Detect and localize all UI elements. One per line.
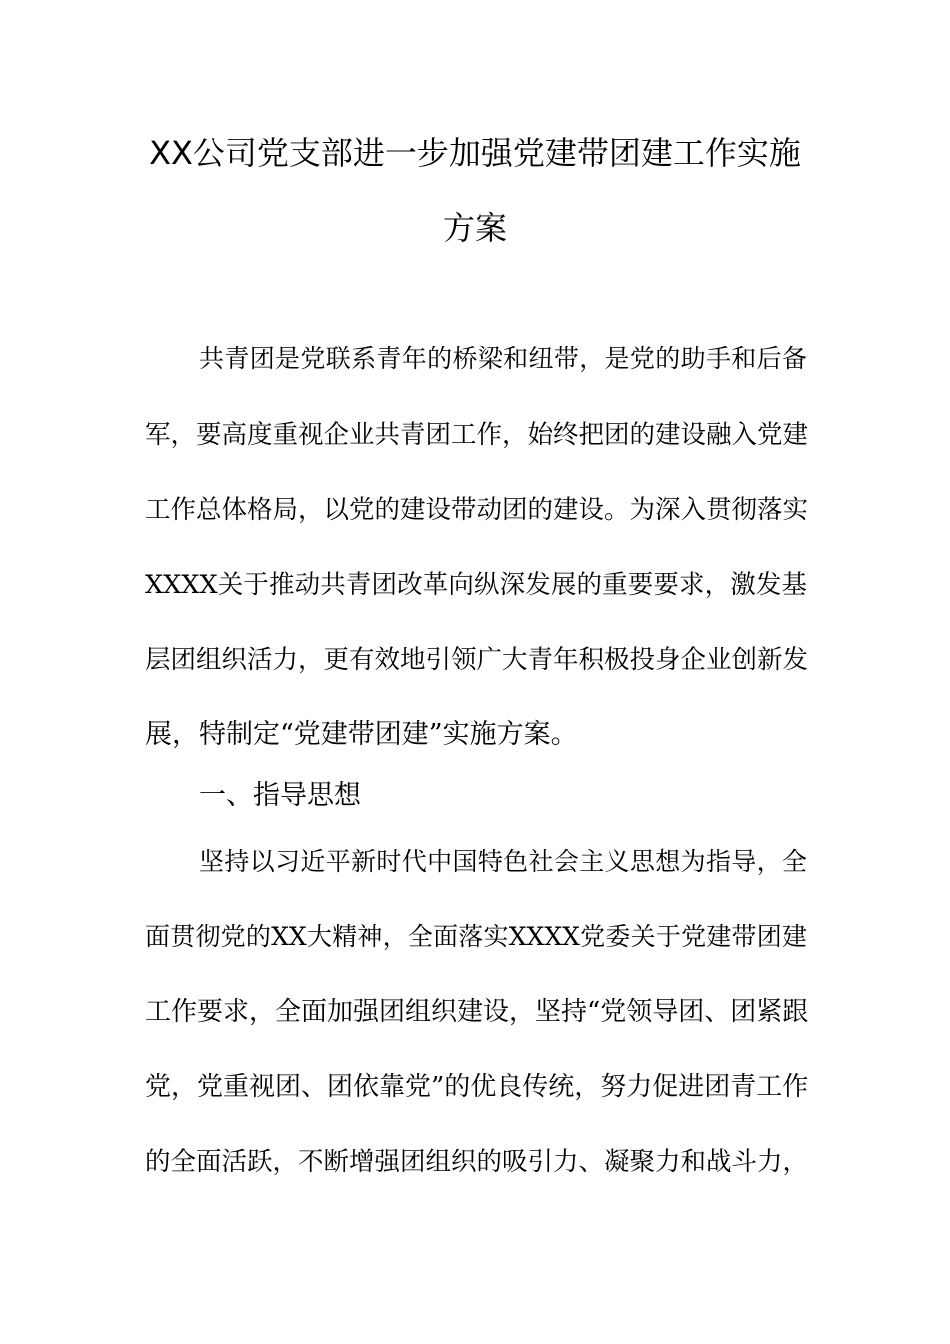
document-title-line-1: XX公司党支部进一步加强党建带团建工作实施 <box>149 134 801 172</box>
section-1-heading: 一、指导思想 <box>199 780 361 811</box>
paragraph-1-line-5: 层团组织活力，更有效地引领广大青年积极投身企业创新发 <box>145 645 809 675</box>
document-title-line-2: 方案 <box>442 209 507 247</box>
paragraph-1-line-6: 展，特制定“党建带团建”实施方案。 <box>145 719 578 750</box>
paragraph-1-line-1: 共青团是党联系青年的桥梁和纽带，是党的助手和后备 <box>199 344 807 373</box>
paragraph-1-line-4: XXXX关于推动共青团改革向纵深发展的重要要求，激发基 <box>145 570 807 600</box>
paragraph-1-line-3: 工作总体格局，以党的建设带动团的建设。为深入贯彻落实 <box>145 495 809 525</box>
paragraph-2-line-2: 面贯彻党的XX大精神，全面落实XXXX党委关于党建带团建 <box>145 922 807 951</box>
paragraph-1-line-2: 军，要高度重视企业共青团工作，始终把团的建设融入党建 <box>145 420 809 450</box>
paragraph-2-line-1: 坚持以习近平新时代中国特色社会主义思想为指导，全 <box>199 847 807 876</box>
paragraph-2-line-5: 的全面活跃，不断增强团组织的吸引力、凝聚力和战斗力， <box>145 1147 809 1177</box>
paragraph-2-line-4: 党，党重视团、团依靠党”的优良传统，努力促进团青工作 <box>145 1072 809 1102</box>
paragraph-2-line-3: 工作要求，全面加强团组织建设，坚持“党领导团、团紧跟 <box>145 997 809 1027</box>
